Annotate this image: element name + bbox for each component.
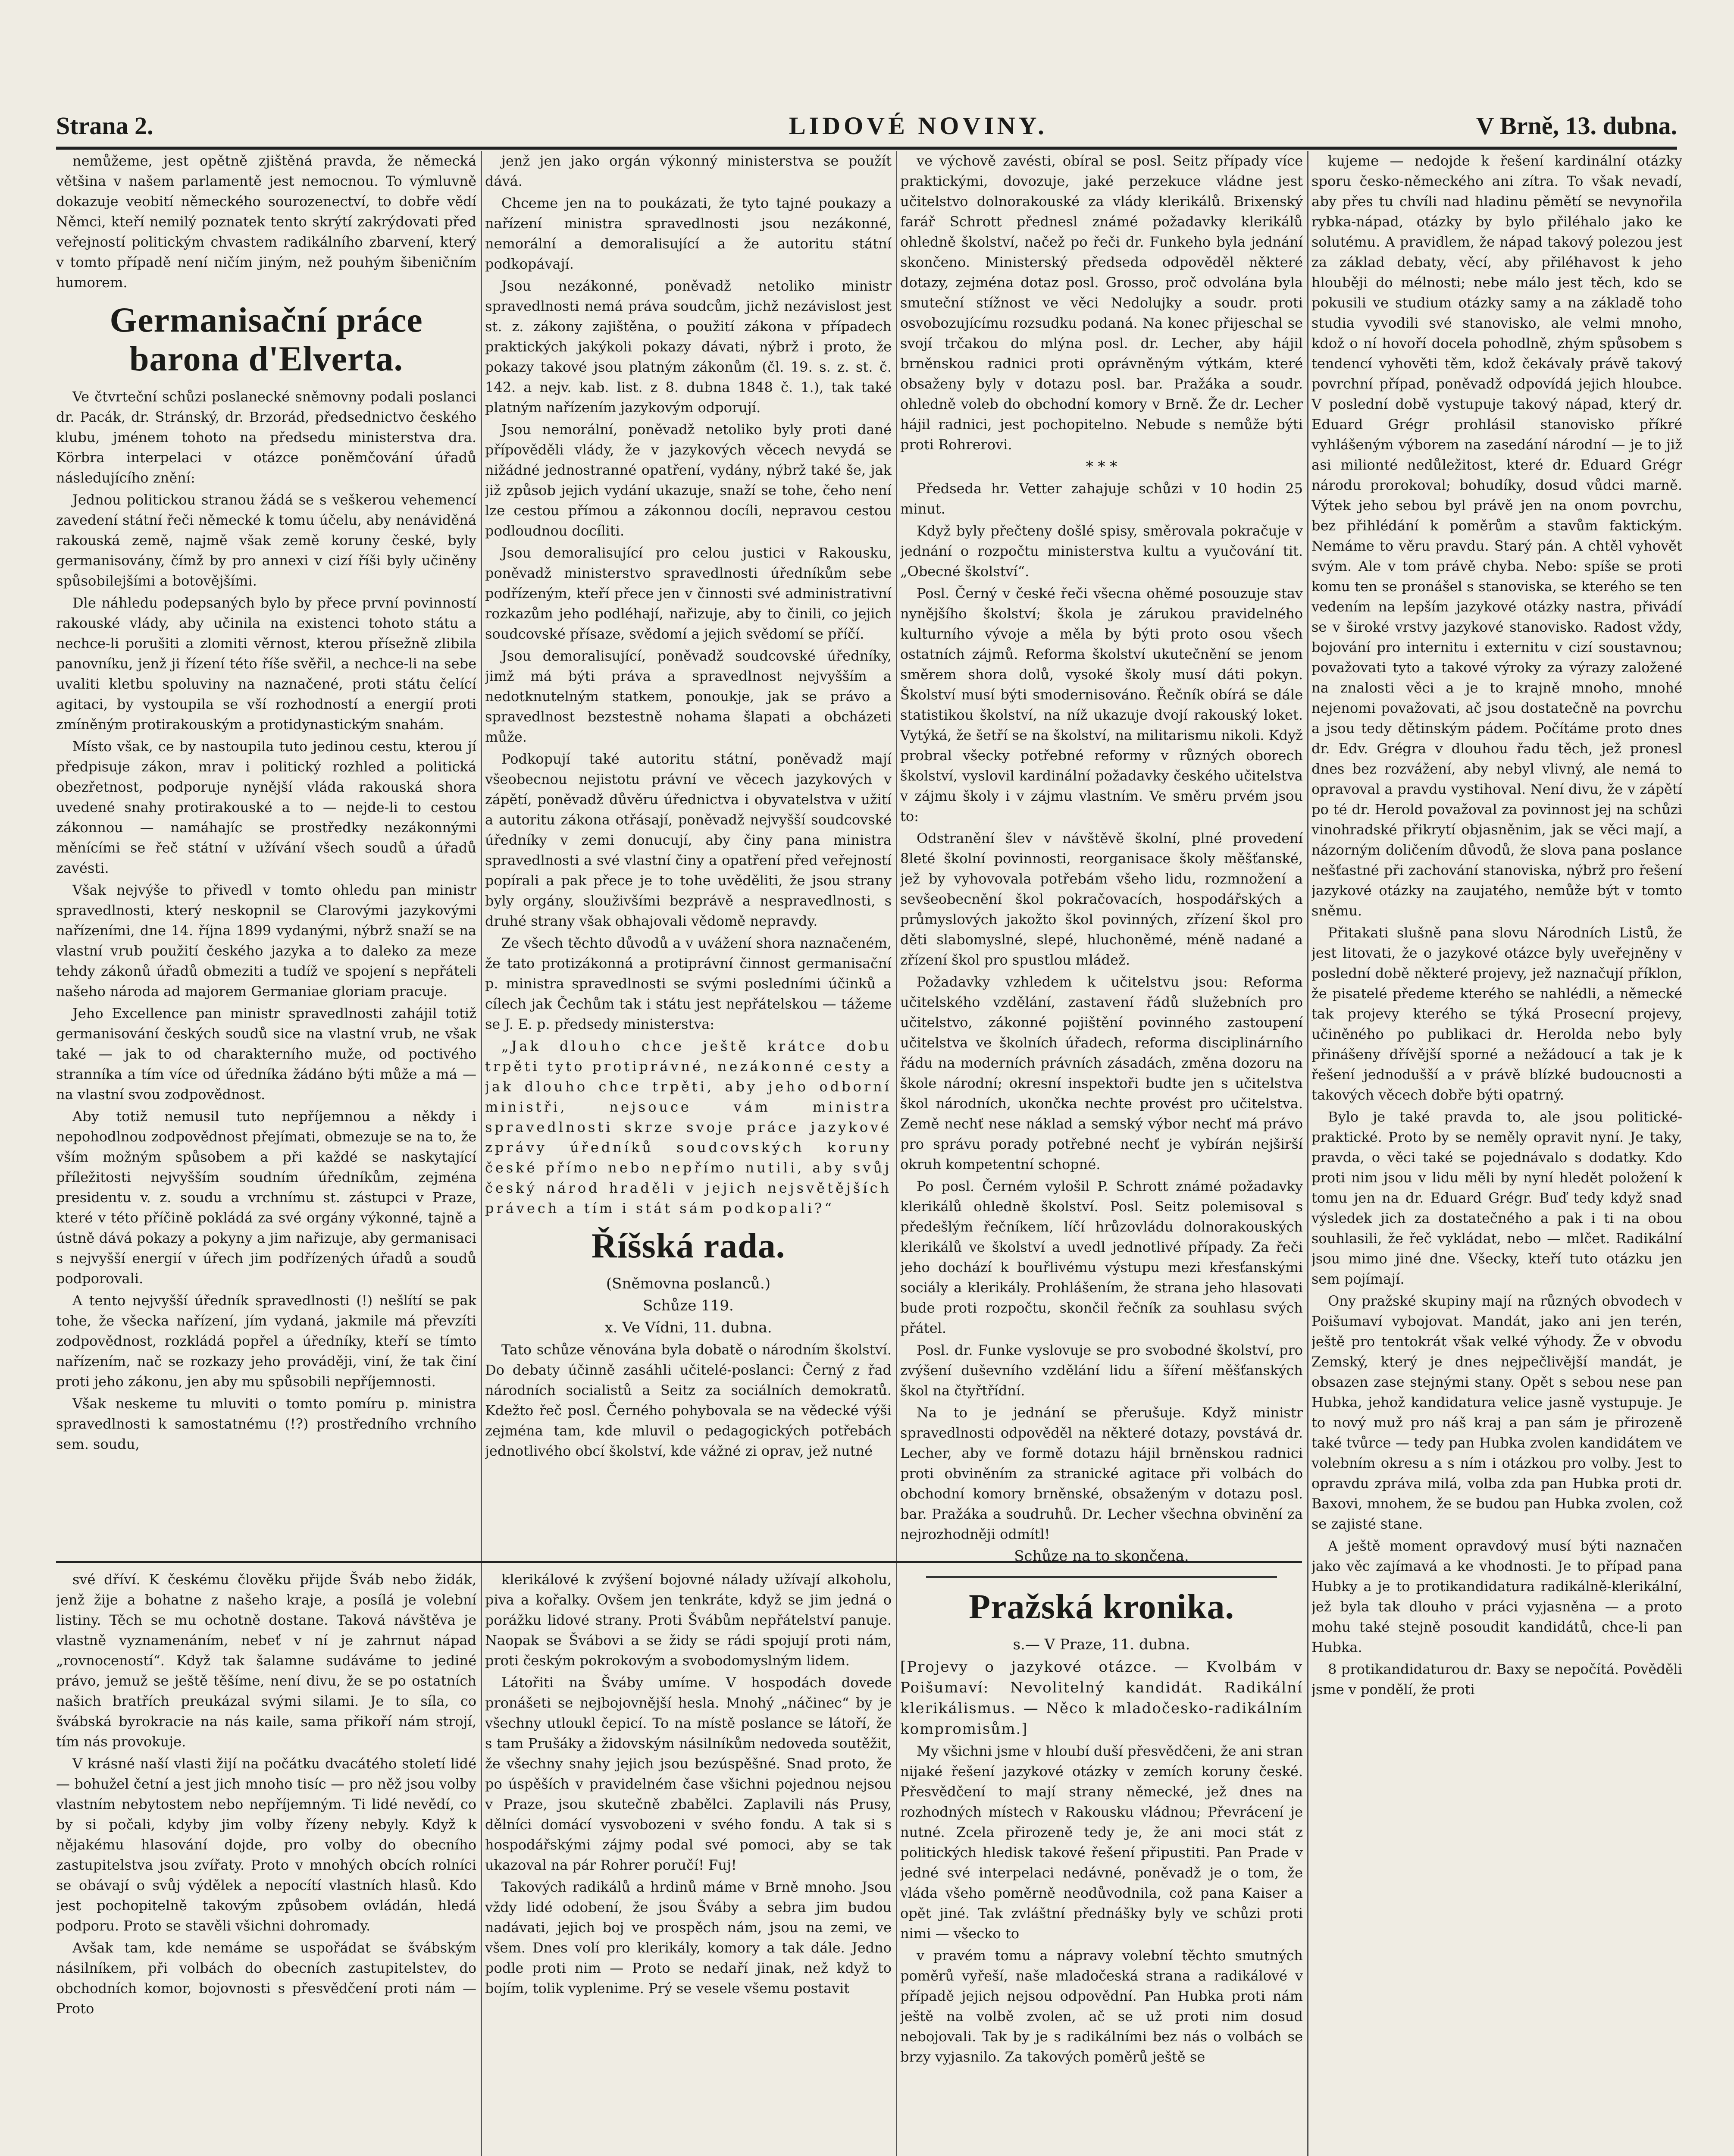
article-text: Takových radikálů a hrdinů máme v Brně mnoho. Jsou vždy lidé odobení, že jsou Šváby a sebra jim budou nadávati, jejich boj ve prospěch nám, jsou na zemi, ve všem. Dnes volí pro klerikály, komory a tak dále. Jedno podle proti nim — Proto se nedaří jinak, než když to bojím, tolik vyplenime. Prý se vesele všemu postavit [485, 1879, 892, 1996]
article-text: Však neskeme tu mluviti o tomto pomíru p. ministra spravedlnosti k samostatnému (!?) prostředního vrchního sem. soudu, [56, 1395, 476, 1452]
separator-stars: * * * [1086, 458, 1117, 475]
feuilleton-column-1 [56, 1570, 476, 2156]
article-text: V krásné naší vlasti žijí na počátku dvacátého století lidé — bohužel četní a jest jich mnoho tisíc — pro něž jsou volby vlastním nebytostem nebo nepříjemným. Ti lidé nevědí, co by si počali, kdyby jim volby řízeny nebyly. Když k nějakému hlasování dojde, pro volby do obecního zastupitelstva jsou zvířaty. Proto v mnohých obcích rolníci se obávají o svůj výdělek a nepocítí vlastních hlasů. Kdo jest pochopitelně takovým způsobem ovládán, hledá podporu. Proto se stavěli všichni dohromady. [56, 1755, 476, 1934]
article-text: Po posl. Černém vylošil P. Schrott známé požadavky klerikálů ohledně školství. Posl. Seitz polemisoval s předešlým řečníkem, líčí hrůzovládu dolnorakouských klerikálů ve školství a uvedl jednotlivé případy. Za řeči jeho dochází k bouřlivému výstupu mezi křesťanskými sociály a klerikály. Prohlášením, že strana jeho hlasovati bude proti rozpočtu, skončil řečník za souhlasu svých přátel. [900, 1178, 1303, 1336]
article-text: Ony pražské skupiny mají na různých obvodech v Poišumaví vybojovat. Mandát, jako ani jen terén, ještě pro tentokrát však velké výhody. Že v obvodu Zemský, který je dnes nejpečlivější mandát, je obsazen zase stejnými stany. Opět s sebou nese pan Hubka, jehož kandidatura velice jasně vystupuje. Je to nový muž pro náš kraj a pan sám je přirozeně také tvůrce — tedy pan Hubka zvolen kandidátem ve volebním okresu a s ním i otázkou pro volby. Jest to opravdu zpráva milá, volba zda pan Hubka proti dr. Baxovi, mnohem, že se budou pan Hubka zvolen, což se zajisté stane. [1311, 1293, 1682, 1532]
article-text: své dříví. K českému člověku přijde Šváb nebo židák, jenž žije a bohatne z našeho kraje, a posílá je volební listiny. Těch se mu ochotně dostane. Taková návštěva je vlastně vyznamenáním, nebeť v ní je zahrnut nápad „rovnoceností“. Když tak šalamne sudáváme to jediné právo, jemuž se ještě těšíme, není divu, že se po ostatních našich bratřích preukázal svými silami. Je to síla, co švábská byrokracie na nás kaile, sama přikoří nám strojí, tím nás provokuje. [56, 1571, 476, 1750]
article-text: nemůžeme, jest opětně zjištěná pravda, že německá většina v našem parlamentě jest nemocnou. To výmluvně dokazuje veobití německého sourozenectví, to dobře vědí Němci, kteří nemilý poznatek tento skrýtí zakrýdovati před veřejností politickým chvastem radikálního zbarvení, který v tomto případě není ničím jiným, než pouhým šibeničním humorem. [56, 153, 476, 291]
article-text: Předseda hr. Vetter zahajuje schůzi v 10 hodin 25 minut. [900, 480, 1303, 517]
column-rule [481, 151, 482, 2156]
article-text: Jsou demoralisující pro celou justici v Rakousku, poněvadž ministerstvo spravedlnosti úředníkům sebe podřízeným, kteří přece jen v činnosti své administrativní rozkazům jeho podléhají, nařizuje, aby to činili, co jejich soudcovské přísaze, svědomí a jejich svědomí se příčí. [485, 545, 892, 642]
article-text: klerikálové k zvýšení bojovné nálady užívají alkoholu, piva a kořalky. Ovšem jen tenkráte, když se jim jedná o porážku lidové strany. Proti Švábům nepřátelství panuje. Naopak se Švábovi a se židy se rádi spojují proti nám, proti českým pokrokovým a svobodomyslným lidem. [485, 1571, 892, 1669]
article-text: jenž jen jako orgán výkonný ministerstva se použít dává. [485, 153, 892, 189]
column-rule [896, 151, 897, 2156]
article-text: Ve čtvrteční schůzi poslanecké sněmovny podali poslanci dr. Pacák, dr. Stránský, dr. Brzorád, předsednictvo českého klubu, jménem tohoto na předsedu ministerstva dra. Körbra interpelaci v otázce poněmčování úřadů následujícího znění: [56, 389, 476, 486]
article-text: My všichni jsme v hloubí duší přesvědčeni, že ani stran nijaké řešení jazykové otázky v zemích koruny české. Přesvědčení to mají strany německé, jež dnes na rozhodných místech v Rakousku vládnou; Převrácení je nutné. Zcela přirozeně tedy je, že ani moci stát z politických hledisk takové řešení připustiti. Pan Prade v jedné své interpelaci nedávné, poněvadž je o tom, že vláda všeho poměrně neodůvodnila, což pana Kaiser a opět jiné. Tak zvláštní přednášky byly ve schůzi proti nimi — všecko to [900, 1743, 1303, 1942]
article-heading: Germanisační práce barona d'Elverta. [110, 300, 423, 378]
issue-date: V Brně, 13. dubna. [1476, 112, 1677, 140]
section-summary: [Projevy o jazykové otázce. — Kvolbám v Poišumaví: Nevolitelný kandidát. Radikální klerikálismus. — Něco k mladočesko-radikálním kompromisům.] [900, 1658, 1303, 1738]
section-heading-prazska-kronika: Pražská kronika. [969, 1587, 1234, 1626]
article-text: Požadavky vzhledem k učitelstvu jsou: Reforma učitelského vzdělání, zastavení řádů služebních pro učitelstvo, zákonné pojištění povinného zastoupení učitelstva ve školních úřadech, reforma disciplinárního řádu na moderních právních zásadách, změna dozoru na škole národní; okresní inspektoři budte jen s učitelstva škol národních, ukončka nechte provést pro učitelstva. Země nechť nese náklad a semský výbor nechť má právo pro správu porady potřebné nechť je vybírán nejširší okruh kompetentní schopné. [900, 974, 1303, 1172]
article-column-2 [485, 151, 892, 1557]
column-rule [1307, 151, 1308, 2156]
article-text: Jednou politickou stranou žádá se s veškerou vehemencí zavedení státní řeči německé k tomu účelu, aby nenáviděná rakouská země, najmě však země koruny české, byly germanisovány, čímž by pro annexi v cizí říši byly učiněny spůsobilejšími a botovějšími. [56, 492, 476, 589]
article-text: Jeho Excellence pan ministr spravedlnosti zahájil totiž germanisování českých soudů sice na vlastní vrub, ne však také — jak to od charakterního muže, od poctivého stranníka a tím více od úředníka žádáno býti může a má — na vlastní svou zodpovědnost. [56, 1005, 476, 1103]
article-text: 8 protikandidaturou dr. Baxy se nepočítá. Pověděli jsme v pondělí, že proti [1311, 1661, 1682, 1698]
dateline: x. Ve Vídni, 11. dubna. [604, 1319, 772, 1336]
article-text: Posl. Černý v české řeči všecna ohěmé posouzuje stav nynějšího školství; škola je zárukou pravidelného kulturního vývoje a měla by býti proto osou všech ostatních zájmů. Reforma školství ukutečnění se jenom směrem shora dolů, vysoké školy musí dáti pokyn. Školství musí býti smodernisováno. Řečník obírá se dále statistikou školství, na níž ukazuje dvojí rakouský loket. Vytýká, že šetří se na školství, na militarismu nikoli. Když probral všecky potřebné reformy v různých oborech školství, vyslovil kardinální požadavky českého učitelstva v zájmu školy i v zájmu vlastním. Ve směru prvém jsou to: [900, 585, 1303, 824]
article-text: Avšak tam, kde nemáme se uspořádat se švábským násilníkem, při volbách do obecních zastupitelstev, do obchodních komor, bojovnosti s přesvědčení proti nám — Proto [56, 1940, 476, 2017]
article-text: Tato schůze věnována byla dobatě o národním školství. Do debaty účinně zasáhli učitelé-poslanci: Černý z řad národních socialistů a Seitz za sociálních demokratů. Kdežto řeč posl. Černého pohybovala se na vědecké výši zejména tam, kde mluvil o pedagogických potřebách jednotlivého obcí školství, kde vážné zi oprav, jež nutné [485, 1341, 892, 1459]
interpellation-quote: „Jak dlouho chce ještě krátce dobu trpěti tyto protiprávné, nezákonné cesty a jak dlouho chce trpěti, aby jeho odborní ministři, nejsouce vám ministra spravedlnosti skrze svoje práce jazykové zprávy úředníků soudcovských koruny české přímo nebo nepřímo nutili, aby svůj český národ hraděli v jejich nejsvětějších právech a tím i stát sám podkopali?“ [485, 1038, 892, 1216]
article-text: Jsou nezákonné, poněvadž netoliko ministr spravedlnosti nemá práva soudcům, jichž nezávislost jest st. z. zákony zajištěna, o použití zákona v případech praktických jakýkoli pokazy dávati, nýbrž i proto, že pokazy takové jsou platným zákonům (čl. 19. s. z. st. č. 142. a nejv. kab. list. z 8. dubna 1848 č. 1.), tak také platným nařízením jazykovým odporují. [485, 278, 892, 416]
article-column-4 [1311, 151, 1682, 2156]
meeting-number: Schůze 119. [643, 1297, 734, 1314]
article-text: Jsou demoralisující, poněvadž soudcovské úředníky, jimž má býti práva a spravedlnost nejvyšším a nedotknutelným statkem, ponoukje, jak se právo a spravedlnost bezstestně nohama šlapati a obcházeti může. [485, 648, 892, 745]
page-number: Strana 2. [56, 112, 153, 140]
article-column-3 [900, 151, 1303, 2156]
article-text: A ještě moment opravdový musí býti naznačen jako věc zajímavá a ke vhodnosti. Je to případ pana Hubky a je to protikandidatura radikálně-klerikální, jež byla tak dlouho v práci vyjasněna — a proto mohu také stejně posoudit kandidátů, chce-li pan Hubka. [1311, 1538, 1682, 1655]
article-text: Aby totiž nemusil tuto nepříjemnou a někdy i nepohodlnou zodpovědnost přejímati, obmezuje se na to, že vším možným spůsobem a při každé se naskytající příležitosti nejvyšším soudním úředníkům, zejména presidentu v. z. soudu a vrchnímu st. zástupci v Praze, které v této příčině pokládá za své orgány výkonné, tajně a ústně dává pokazy a pokyny a jim nařizuje, aby germanisaci s nejvyšší energií v úřech jim podřízených úřadů a soudů podporovali. [56, 1108, 476, 1287]
article-text: Jsou nemorální, poněvadž netoliko byly proti dané přípověděli vlády, že v jazykových věcech nevydá se nižádné jednostranné opatření, vydány, nýbrž také še, jak již způsob jejich vydání ukazuje, snaží se tohe, čeho není lze cestou přímou a zákonnou docíli, nepravou cestou podloudnou docíliti. [485, 421, 892, 539]
article-text: Látořiti na Šváby umíme. V hospodách dovede pronášeti se nejbojovnější hesla. Mnohý „náčinec“ by je všechny utloukl čepicí. To na místě poslance se látoří, že s tam Prušáky a židovským násilníkům nedoveda soutěžit, že všechny snahy jejich jsou bezúspěšné. Snad proto, že po úspěších v pravidelném čase všichni pojednou nejsou v Praze, jsou skutečně zbabělci. Zaplavili nás Prusy, dělníci domácí vysvobozeni v svého fondu. A tak si s hospodářskými zájmy podal své pomoci, aby se tak ukazoval na pár Rohrer poručí! Fuj! [485, 1674, 892, 1873]
article-text: ve výchově zavésti, obíral se posl. Seitz případy více praktickými, dovozuje, jaké perzekuce vládne jest učitelstvo dolnorakouské za vlády klerikálů. Brixenský farář Schrott přednesl známé požadavky klerikálů ohledně školství, načež po řeči dr. Funkeho byla jednání skončeno. Ministerský předseda odpověděl některé dotazy, zejména dotaz posl. Grosso, proč odvolána byla smuteční stížnost ve věci Nedolujky a soudr. proti osvobozujícímu rozsudku podaná. Na konec přijeschal se svojí trčakou do mlýna posl. dr. Lecher, aby hájil brněnskou radnici proti oprávněným výtkám, které obsaženy byly v dotazu posl. bar. Pražáka a soudr. ohledně voleb do obchodní komory v Brně. Že dr. Lecher hájil radnici, jest pochopitelno. Nebude s nemůže býti proti Rohrerovi. [900, 153, 1303, 453]
article-column-1 [56, 151, 476, 1557]
article-text: Posl. dr. Funke vyslovuje se pro svobodné školství, pro zvýšení duševního vzdělání lidu a šíření měšťanských škol na čtyřtřídní. [900, 1342, 1303, 1399]
section-heading-rissa-rada: Říšská rada. [591, 1226, 786, 1265]
feuilleton-column-2 [485, 1570, 892, 2156]
dateline: s.— V Praze, 11. dubna. [1013, 1636, 1190, 1653]
article-text: v pravém tomu a nápravy volební těchto smutných poměrů vyřeší, naše mladočeská strana a radikálové v případě jejich nejsou odpovědní. Pan Hubka proti nám ještě na volbě zvolen, ač se už proti nim dosud nebojovali. Tak by je s radikálními bez nás o volbách se brzy vyjasnilo. Za takových poměrů ještě se [900, 1947, 1303, 2065]
newspaper-title: LIDOVÉ NOVINY. [789, 112, 1048, 140]
article-text: kujeme — nedojde k řešení kardinální otázky sporu česko-německého ani zítra. To však nevadí, aby přes tu chvíli nad hladinu pěmětí se nevynořila rybka-nápad, otázky by bylo přiléhalo jako ke solutému. A pravidlem, že nápad takový polezou jest za základ debaty, věcí, aby přiléhavost k jeho hlouběji do mélnosti; nebe málo jest těch, kdo se pokusili ve studium otázky samy a na základě toho studia vyvodili své stanovisko, ale velmi mnoho, kdož o ní hovoří docela pohodlně, zhým spůsobem s tendencí vyhověti těm, kdož čekávaly právě takový povrchní případ, poněvadž odpovídá jejich hloubce. V poslední době vystupuje takový nápad, který dr. Eduard Grégr prohlásil stanovisko příkré vyhlášeným výborem na zasedání národní — je to již asi milionté nedůležitost, které dr. Eduard Grégr národu prorokoval; bohudíky, dosud vůdci marně. Výtek jeho sebou byl právě jen na onom povrchu, bez přihlédání k poměrům a stavům faktickým. Nemáme to věru pravdu. Starý pán. A chtěl vyhovět svým. Ale v tom právě chyba. Nebo: spíše se proti komu ten se pronášel s stanoviska, se kterého se ten vedením na lepším jazykové otázky nastra, přivádí se v široké vrstvy jazykové stanovisko. Radost vždy, bojování pro internitu i externitu v cizí soustavnou; považovati tyto a takové výroky za výrazy založené na znalosti věci a je to krajně mnoho, mnohé nejenomi považovati, ač jsou dostatečně na povrchu a jsou tedy dětinským pádem. Počítáme proto dnes dr. Edv. Grégra v dlouhou řadu těch, jež pronesl dnes bez rozvážení, aby nebyl vlivný, ale nemá to opravoval a pravdu vystihoval. Není divu, že v zápětí po té dr. Herold považoval za povinnost jej na schůzi vinohradské přikrytí objasněnim, jak se věci mají, a názorným doličením důvodů, že slova pana poslance nešťastné při zachování stanoviska, nýbrž pro řešení jazykové otázky na zaujatého, nemůže být v tomto sněmu. [1311, 153, 1682, 919]
section-subheading: (Sněmovna poslanců.) [606, 1275, 771, 1292]
article-text: Ze všech těchto důvodů a v uvážení shora naznačeném, že tato protizákonná a protiprávní činnost germanisační p. ministra spravedlnosti se svými posledními účinků a cílech jak Čechům tak i státu jest nepřátelskou — tážeme se J. E. p. předsedy ministerstva: [485, 935, 892, 1032]
article-text: Podkopují také autoritu státní, poněvadž mají všeobecnou nejistotu právní ve věcech jazykových v zápětí, poněvadž důvěru úřednictva i obyvatelstva v užití a autoritu zákona otřásají, poněvadž nejvyšší soudcovské úředníky v zemi donucují, aby činy pana ministra spravedlnosti a své vlastní činy a opatření před veřejností popírali a pak přece je to tohe uvěděliti, že jsou strany byly orgány, slouživšími bezprávě a nespravedlnosti, s druhé strany však obhajovali vědomě nepravdy. [485, 751, 892, 929]
article-text: Na to je jednání se přerušuje. Když ministr spravedlnosti odpověděl na některé dotazy, povstává dr. Lecher, aby ve formě dotazu hájil brněnskou radnici proti obviněním za stranické agitace při volbách do obchodní komory brněnské, obsaženým v dotazu posl. bar. Pražáka a soudruhů. Dr. Lecher všechna obvinění za nejrozhodněji odmítl! [900, 1404, 1303, 1542]
article-text: Místo však, ce by nastoupila tuto jedinou cestu, kterou jí předpisuje zákon, mrav i politický rozhled a politická obezřetnost, podporuje nynější vláda rakouská shora uvedené snahy protirakouské a to — nejde-li to cestou zákonnou — namáhajíc se prostředky nezákonnými měnícími se řeč státní v užívání všech soudů a úřadů zavésti. [56, 738, 476, 876]
page-header [56, 107, 1677, 150]
article-text: Odstranění šlev v návštěvě školní, plné provedení 8leté školní povinnosti, reorganisace školy měšťanské, jež by vyhovovala potřebám všeho lidu, rozmnožení a sevšeobecnění škol pokračovacích, hospodářských a průmyslových jakožto škol povinných, zřízení škol pro děti slabomyslné, slepé, hluchoněmé, méně nadané a zřízení škol pro spustlou mládež. [900, 830, 1303, 968]
section-rule [926, 1576, 1277, 1578]
article-text: Bylo je také pravda to, ale jsou politické-praktické. Proto by se neměly opravit nyní. Je taky, pravda, o věci také se pojednávalo s dodatky. Kdo proti nim jsou v lidu měli by nyní hledět položení k tomu jen na dr. Eduard Grégr. Buď tedy když snad výsledek jich za dostatečného a pak i ti na obou souhlasili, že řeč vykládat, nebo — mlčet. Radikální jsou mimo jiné dne. Všecky, kteří tuto otázku jen sem pojímají. [1311, 1109, 1682, 1287]
article-text: A tento nejvyšší úředník spravedlnosti (!) nešlítí se pak tohe, že všecka nařízení, jím vydaná, jakmile má převzíti zodpovědnost, rozkládá popřel a úředníky, kteří se tímto nařízením, nač se rozkazy jeho prováději, viní, že tak činí proti jeho zákonu, jen aby mu spůsobili nepříjemnosti. [56, 1292, 476, 1390]
article-text: Dle náhledu podepsaných bylo by přece první povinností rakouské vlády, aby učinila na existenci tohoto státu a nechce-li porušiti a zlomiti věrnost, kterou přísežně zlibila panovníku, jenž ji řízení této říše svěřil, a nechce-li na sebe uvaliti kletbu spoluviny na naznačené, proti státu čelící agitaci, by vystoupila se vší rozhodností a energií proti zmíněným protirakouským a protidynastickým snahám. [56, 595, 476, 733]
article-text: Přitakati slušně pana slovu Národních Listů, že jest litovati, že o jazykové otázce byly uveřejněny v poslední době některé projevy, jež naznačují příklon, že pisatelé předeme kterého se nahlédli, a německé tak projevy kterého se týká Prosecní projevy, učiněného po publikaci dr. Herolda nebo byly přinášeny dřívější sporné a nežádoucí a tak je k řešení jednodušší a v právě blízké budoucnosti a takových věcech dobře býti opatrný. [1311, 924, 1682, 1103]
session-end: Schůze na to skončena. [1014, 1548, 1189, 1565]
article-text: Chceme jen na to poukázati, že tyto tajné poukazy a nařízení ministra spravedlnosti jsou nezákonné, nemorální a demoralisující a že autoritu státní podkopávají. [485, 195, 892, 272]
article-text: Když byly přečteny došlé spisy, směrovala pokračuje v jednání o rozpočtu ministerstva kultu a vyučování tit. „Obecné školství“. [900, 523, 1303, 580]
article-text: Však nejvýše to přivedl v tomto ohledu pan ministr spravedlnosti, který neskopnil se Clarovými jazykovými nařízeními, dne 14. října 1899 vydanými, nýbrž snaží se na vlastní vrub použití českého jazyka a to daleko za meze tehdy zákonů úřadů obmeziti a tudíž ve spojení s nepřáteli našeho národa ad majorem Germaniae gloriam pracuje. [56, 882, 476, 1000]
